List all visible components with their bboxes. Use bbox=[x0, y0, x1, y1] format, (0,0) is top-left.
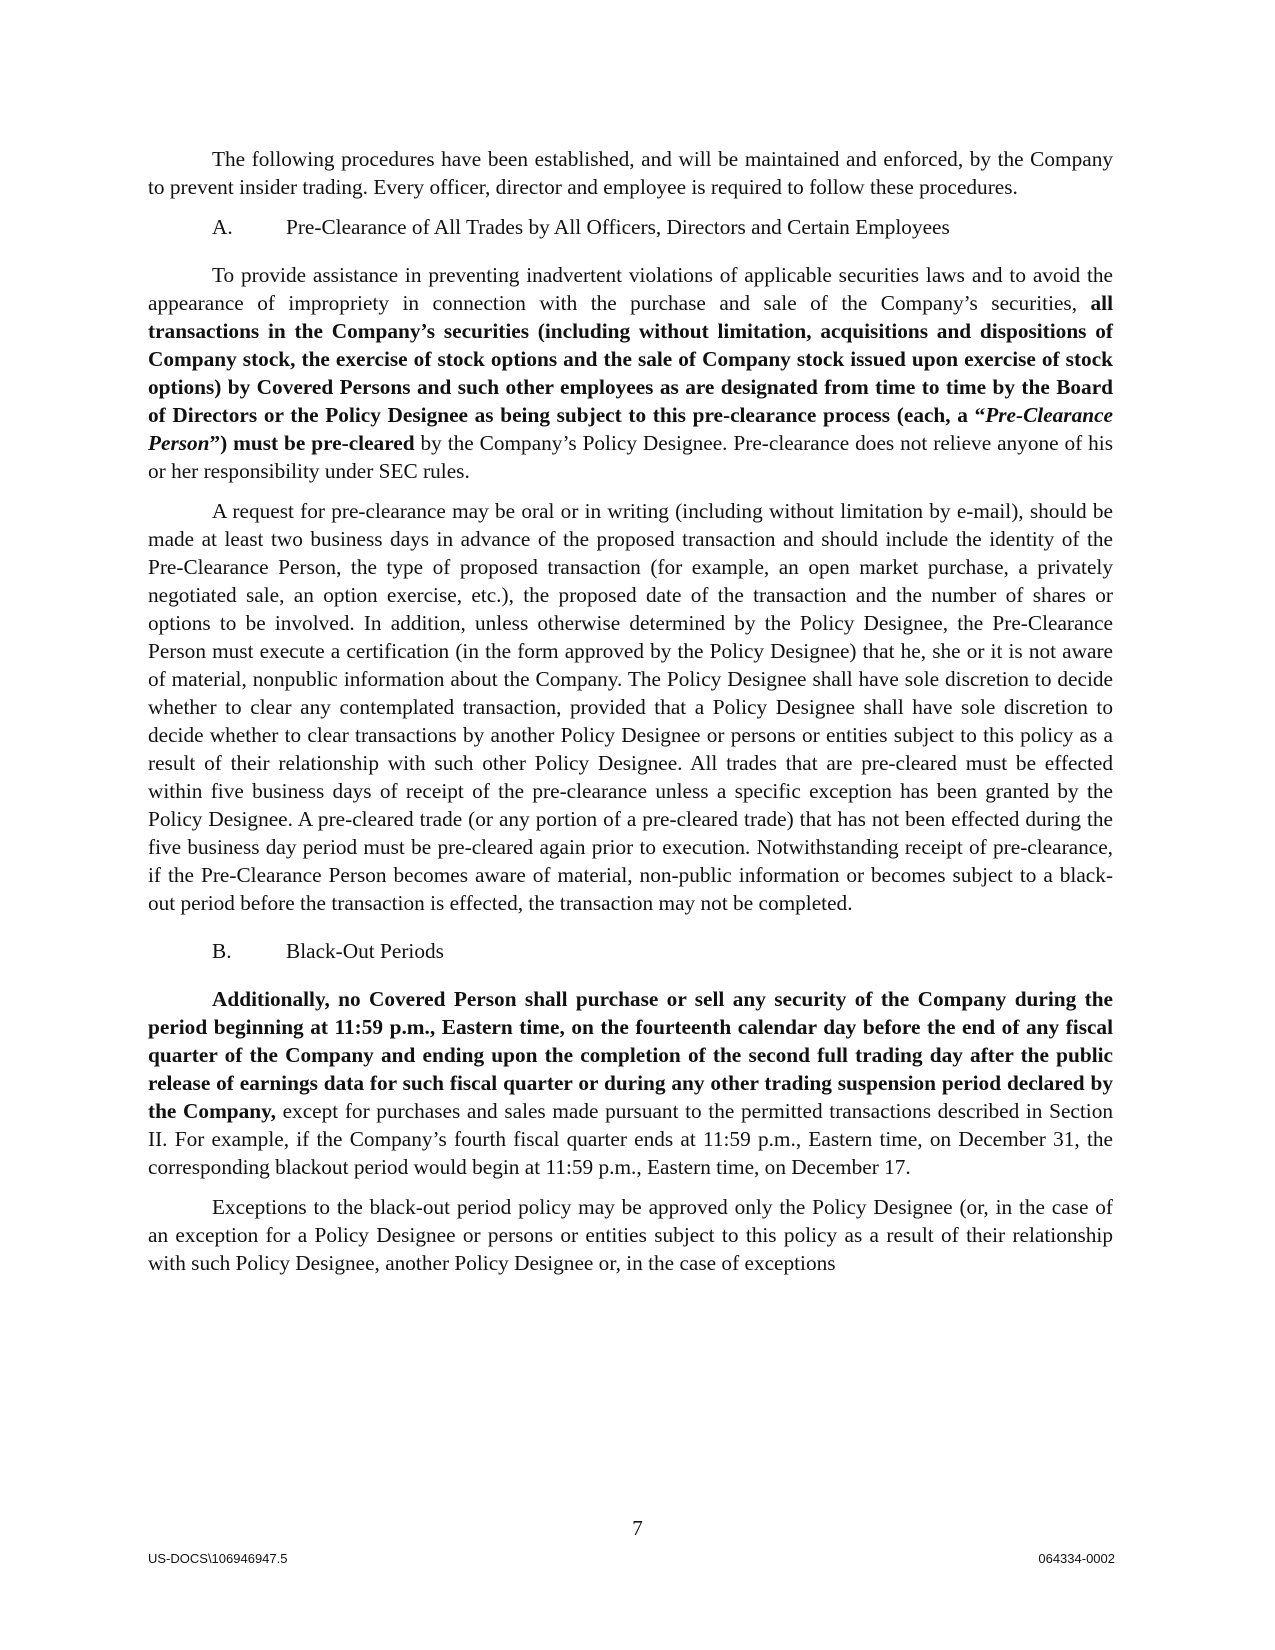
pre-clearance-bold-2: ”) must be pre-cleared bbox=[209, 431, 415, 455]
pre-clearance-bold-1: all transactions in the Company’s securities (including without limitation, acquisitions and dispositions of Company stock, the exercise of stock options and the sale of Company stock issued upon exercise of stock options) by Covered Persons and such other employees as are designated from time to time by the Board of Directors or the Policy Designee as being subject to this pre-clearance process (each, a “ bbox=[148, 291, 1113, 427]
black-out-tail: except for purchases and sales made pursuant to the permitted transactions described in Section II. For example, if the Company’s fourth fiscal quarter ends at 11:59 p.m., Eastern time, on December 31, the corresponding blackout period would begin at 11:59 p.m., Eastern time, on December 17. bbox=[148, 1099, 1113, 1179]
black-out-paragraph bbox=[148, 985, 1113, 1181]
exceptions-paragraph: Exceptions to the black-out period policy may be approved only the Policy Designee (or, in the case of an exception for a Policy Designee or persons or entities subject to this policy as a result of their relationship with such Policy Designee, another Policy Designee or, in the case of exceptions bbox=[148, 1195, 1113, 1275]
black-out-bold: Additionally, no Covered Person shall purchase or sell any security of the Company during the period beginning at 11:59 p.m., Eastern time, on the fourteenth calendar day before the end of any fiscal quarter of the Company and ending upon the completion of the second full trading day after the public release of earnings data for such fiscal quarter or during any other trading suspension period declared by the Company, bbox=[148, 987, 1113, 1123]
intro-paragraph: The following procedures have been established, and will be maintained and enforced, by the Company to prevent insider trading. Every officer, director and employee is required to follow these procedures. bbox=[148, 147, 1113, 199]
document-body bbox=[148, 145, 1113, 1289]
page-number: 7 bbox=[632, 1516, 643, 1540]
pre-clearance-request-paragraph: A request for pre-clearance may be oral or in writing (including without limitation by e-mail), should be made at least two business days in advance of the proposed transaction and should include the identity of the Pre-Clearance Person, the type of proposed transaction (for example, an open market purchase, a privately negotiated sale, an option exercise, etc.), the proposed date of the transaction and the number of shares or options to be involved. In addition, unless otherwise determined by the Policy Designee, the Pre-Clearance Person must execute a certification (in the form approved by the Policy Designee) that he, she or it is not aware of material, nonpublic information about the Company. The Policy Designee shall have sole discretion to decide whether to clear any contemplated transaction, provided that a Policy Designee shall have sole discretion to decide whether to clear transactions by another Policy Designee or persons or entities subject to this policy as a result of their relationship with such other Policy Designee. All trades that are pre-cleared must be effected within five business days of receipt of the pre-clearance unless a specific exception has been granted by the Policy Designee. A pre-cleared trade (or any portion of a pre-cleared trade) that has not been effected during the five business day period must be pre-cleared again prior to execution. Notwithstanding receipt of pre-clearance, if the Pre-Clearance Person becomes aware of material, non-public information or becomes subject to a black-out period before the transaction is effected, the transaction may not be completed. bbox=[148, 499, 1113, 915]
pre-clearance-lead: To provide assistance in preventing inadvertent violations of applicable securities laws and to avoid the appearance of impropriety in connection with the purchase and sale of the Company’s securities, bbox=[148, 263, 1113, 315]
section-b-heading bbox=[148, 937, 1113, 965]
pre-clearance-tail: by the Company’s Policy Designee. Pre-clearance does not relieve anyone of his or her responsibility under SEC rules. bbox=[148, 431, 1113, 483]
section-a-letter: A. bbox=[212, 215, 233, 239]
pre-clearance-paragraph bbox=[148, 261, 1113, 485]
section-b-title: Black-Out Periods bbox=[286, 939, 444, 963]
section-a-title: Pre-Clearance of All Trades by All Officers, Directors and Certain Employees bbox=[286, 215, 950, 239]
section-a-heading bbox=[148, 213, 1113, 241]
matter-number: 064334-0002 bbox=[1038, 1551, 1115, 1566]
document-id: US-DOCS\106946947.5 bbox=[148, 1551, 288, 1566]
section-b-letter: B. bbox=[212, 939, 232, 963]
pre-clearance-defined-term: Pre-Clearance Person bbox=[148, 403, 1113, 455]
